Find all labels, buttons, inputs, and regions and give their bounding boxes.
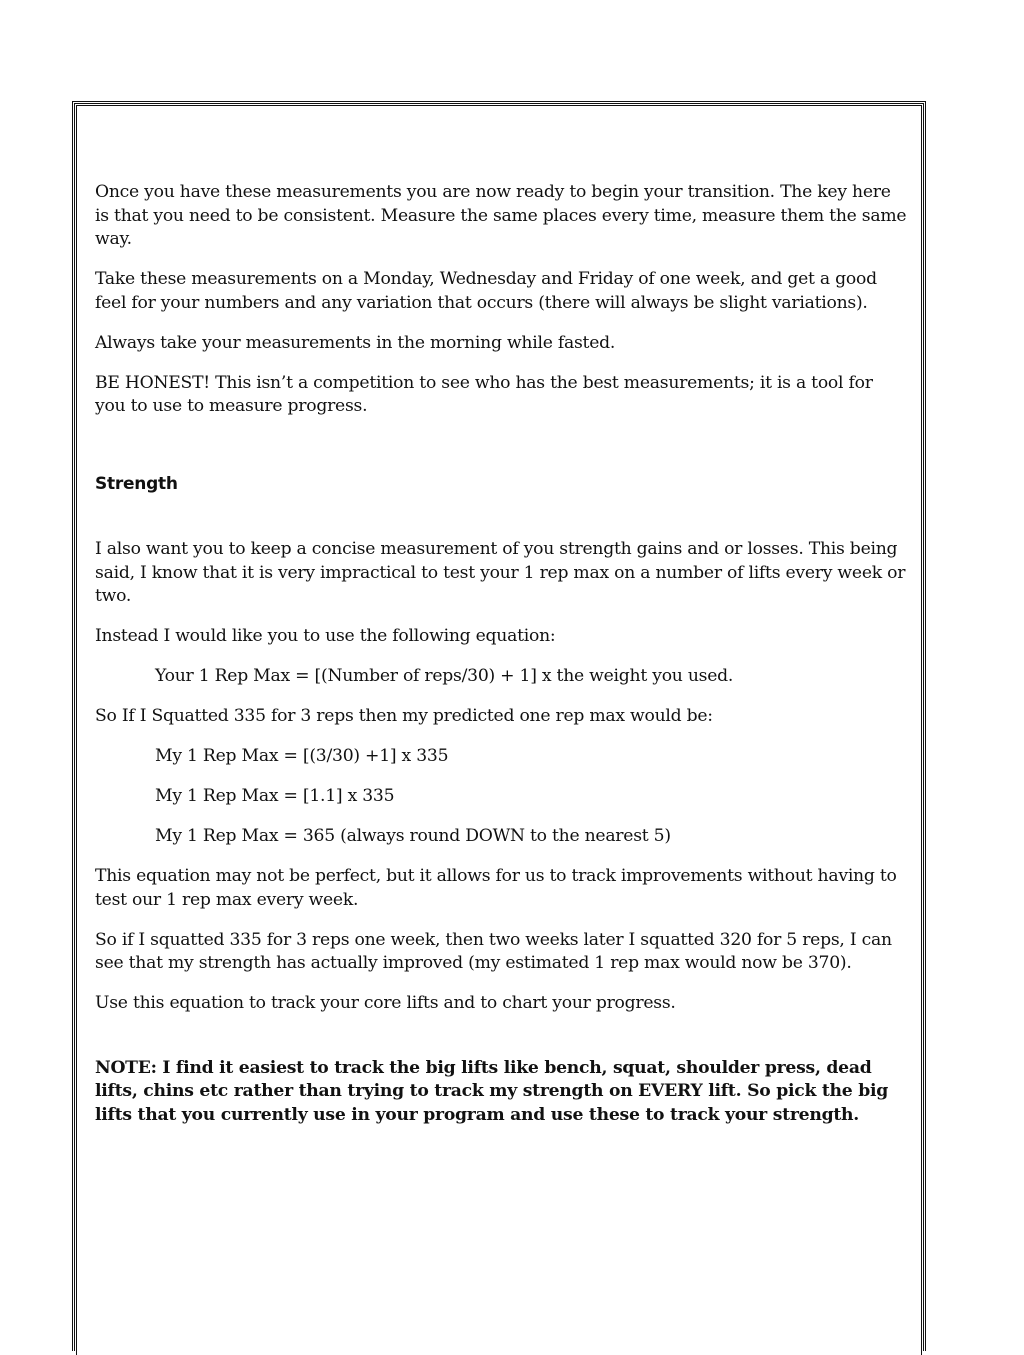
section-heading-strength: Strength bbox=[95, 473, 178, 494]
paragraph-track-lifts: Use this equation to track your core lifts and to chart your progress. bbox=[95, 993, 676, 1013]
paragraph-equation-intro: Instead I would like you to use the following equation: bbox=[95, 626, 556, 646]
calculation-step-3: My 1 Rep Max = 365 (always round DOWN to the nearest 5) bbox=[155, 826, 671, 846]
paragraph-example-intro: So If I Squatted 335 for 3 reps then my predicted one rep max would be: bbox=[95, 706, 713, 726]
document-body bbox=[95, 181, 907, 1144]
paragraph-equation-caveat: This equation may not be perfect, but it allows for us to track improvements without having to test our 1 rep max every week. bbox=[95, 866, 897, 910]
paragraph-fasted: Always take your measurements in the morning while fasted. bbox=[95, 332, 616, 353]
calculation-step-1: My 1 Rep Max = [(3/30) +1] x 335 bbox=[155, 746, 449, 766]
paragraph-consistency: Once you have these measurements you are now ready to begin your transition. The key here is that you need to be consistent. Measure the same places every time, measure them the same way. bbox=[95, 182, 907, 249]
paragraph-strength-intro: I also want you to keep a concise measurement of you strength gains and or losses. This being said, I know that it is very impractical to test your 1 rep max on a number of lifts every week or two. bbox=[95, 539, 906, 606]
note-big-lifts: NOTE: I find it easiest to track the big lifts like bench, squat, shoulder press, dead lifts, chins etc rather than trying to track my strength on EVERY lift. So pick the big lifts that you currently use in your program and use these to track your strength. bbox=[95, 1057, 889, 1125]
calculation-step-2: My 1 Rep Max = [1.1] x 335 bbox=[155, 786, 395, 806]
formula-one-rep-max: Your 1 Rep Max = [(Number of reps/30) + 1] x the weight you used. bbox=[155, 666, 734, 686]
paragraph-schedule: Take these measurements on a Monday, Wednesday and Friday of one week, and get a good feel for your numbers and any variation that occurs (there will always be slight variations). bbox=[95, 269, 877, 313]
paragraph-honest: BE HONEST! This isn’t a competition to see who has the best measurements; it is a tool for you to use to measure progress. bbox=[95, 372, 873, 416]
paragraph-improvement-example: So if I squatted 335 for 3 reps one week, then two weeks later I squatted 320 for 5 reps, I can see that my strength has actually improved (my estimated 1 rep max would now be 370). bbox=[95, 929, 892, 973]
